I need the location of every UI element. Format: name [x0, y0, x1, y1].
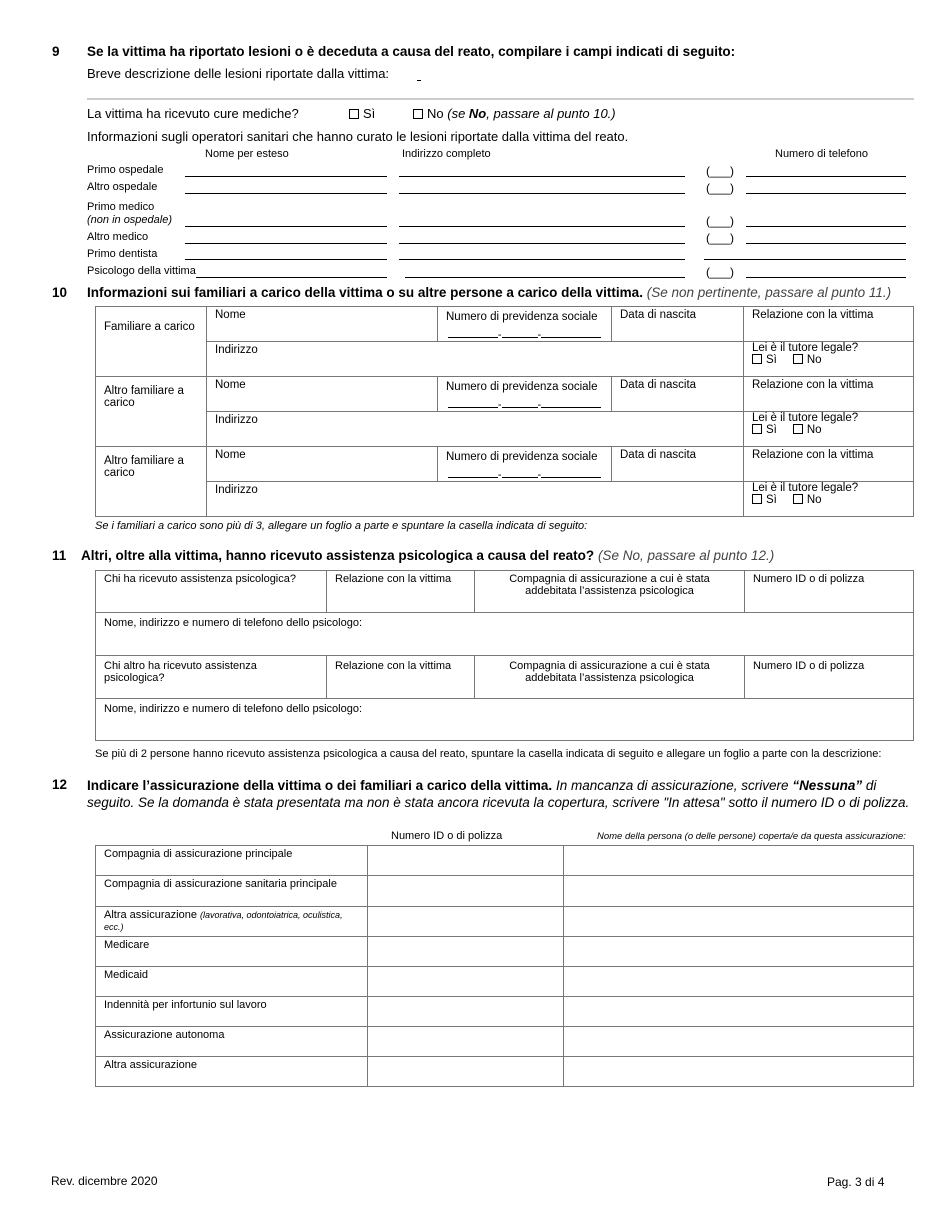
name-field[interactable]	[185, 226, 387, 227]
policy-number-field[interactable]	[368, 937, 564, 967]
covered-persons-field[interactable]	[564, 937, 914, 967]
medical-care-yes[interactable]	[349, 106, 375, 121]
psychologist-info-field[interactable]: Nome, indirizzo e numero di telefono dello psicologo:	[96, 613, 914, 656]
covered-persons-field[interactable]	[564, 967, 914, 997]
checkbox-icon[interactable]	[752, 494, 762, 504]
section-10-footnote: Se i familiari a carico sono più di 3, allegare un foglio a parte e spuntare la casella indicata di seguito:	[95, 520, 588, 532]
injury-description-label: Breve descrizione delle lesioni riportate dalla vittima:	[87, 66, 390, 81]
dependent-relation-field[interactable]: Relazione con la vittima	[744, 307, 914, 342]
counseling-insurer-field[interactable]: Compagnia di assicurazione a cui è stata addebitata l’assistenza psicologica	[475, 656, 745, 699]
section-12-number: 12	[52, 777, 68, 792]
no-note: (se No, passare al punto 10.)	[447, 106, 616, 121]
covered-persons-field[interactable]	[564, 997, 914, 1027]
checkbox-icon[interactable]	[413, 109, 423, 119]
phone-field[interactable]	[746, 226, 906, 227]
checkbox-icon[interactable]	[793, 424, 803, 434]
phone-field[interactable]	[746, 193, 906, 194]
policy-number-field[interactable]	[368, 1027, 564, 1057]
dependent-label: Familiare a carico	[96, 307, 207, 377]
col-covered-persons: Nome della persona (o delle persone) coperta/e da questa assicurazione:	[597, 831, 906, 842]
col-full-address: Indirizzo completo	[402, 148, 491, 160]
policy-number-field[interactable]	[368, 997, 564, 1027]
dependent-label: Altro familiare a carico	[96, 377, 207, 447]
counseling-table	[95, 570, 914, 741]
covered-persons-field[interactable]	[564, 1027, 914, 1057]
section-11-footnote: Se più di 2 persone hanno ricevuto assistenza psicologica a causa del reato, spuntare la casella indicata di seguito e allegare un foglio a parte con la descrizione:	[95, 748, 882, 760]
dependent-address-field[interactable]: Indirizzo	[207, 342, 744, 377]
dependent-dob-field[interactable]: Data di nascita	[612, 447, 744, 482]
checkbox-icon[interactable]	[752, 424, 762, 434]
phone-field[interactable]	[746, 176, 906, 177]
page-number: Pag. 3 di 4	[827, 1175, 885, 1189]
insurance-table	[95, 845, 914, 1087]
guardian-options[interactable]: Sì No	[744, 494, 913, 506]
checkbox-icon[interactable]	[793, 354, 803, 364]
psychologist-info-field[interactable]: Nome, indirizzo e numero di telefono dello psicologo:	[96, 699, 914, 741]
dependent-ssn-field[interactable]: Numero di previdenza sociale - -	[438, 377, 612, 412]
dependent-dob-field[interactable]: Data di nascita	[612, 377, 744, 412]
dependent-address-field[interactable]: Indirizzo	[207, 412, 744, 447]
address-field[interactable]	[399, 243, 685, 244]
guardian-options[interactable]: Sì No	[744, 354, 913, 366]
dependent-label: Altro familiare a carico	[96, 447, 207, 517]
checkbox-icon[interactable]	[752, 354, 762, 364]
policy-number-field[interactable]	[368, 846, 564, 876]
provider-label: Altro ospedale	[87, 181, 158, 193]
counseling-recipient-field[interactable]: Chi altro ha ricevuto assistenza psicologica?	[96, 656, 327, 699]
section-11-heading: Altri, oltre alla vittima, hanno ricevuto assistenza psicologica a causa del reato? (Se No, passare al punto 12.)	[81, 548, 775, 563]
insurance-type: Altra assicurazione	[96, 1057, 368, 1087]
address-field[interactable]	[399, 226, 685, 227]
provider-label: Altro medico	[87, 231, 149, 243]
col-phone-number: Numero di telefono	[775, 148, 868, 160]
divider	[87, 98, 914, 100]
section-9-heading: Se la vittima ha riportato lesioni o è deceduta a causa del reato, compilare i campi indicati di seguito:	[87, 44, 736, 59]
address-field[interactable]	[399, 259, 685, 260]
dependent-ssn-field[interactable]: Numero di previdenza sociale - -	[438, 307, 612, 342]
medical-care-no[interactable]	[413, 106, 616, 121]
dependent-relation-field[interactable]: Relazione con la vittima	[744, 377, 914, 412]
insurance-type: Medicare	[96, 937, 368, 967]
area-code-field[interactable]: (___)	[706, 265, 735, 279]
provider-label: Psicologo della vittima	[87, 265, 196, 277]
provider-label: Primo dentista	[87, 248, 158, 260]
covered-persons-field[interactable]	[564, 1057, 914, 1087]
section-9-number: 9	[52, 44, 60, 59]
dependent-name-field[interactable]: Nome	[207, 307, 438, 342]
area-code-field[interactable]: (___)	[706, 164, 735, 178]
area-code-field[interactable]: (___)	[706, 231, 735, 245]
counseling-relation-field[interactable]: Relazione con la vittima	[327, 656, 475, 699]
counseling-insurer-field[interactable]: Compagnia di assicurazione a cui è stata addebitata l’assistenza psicologica	[475, 571, 745, 613]
policy-number-field[interactable]	[368, 1057, 564, 1087]
guardian-question: Lei è il tutore legale? Sì No	[744, 342, 914, 377]
insurance-type: Altra assicurazione (lavorativa, odontoiatrica, oculistica, ecc.)	[96, 907, 368, 937]
phone-field[interactable]	[746, 243, 906, 244]
dependent-name-field[interactable]: Nome	[207, 447, 438, 482]
phone-field[interactable]	[746, 277, 906, 278]
revision-date: Rev. dicembre 2020	[51, 1174, 158, 1188]
provider-label: Primo medico	[87, 201, 155, 213]
insurance-type: Compagnia di assicurazione sanitaria principale	[96, 876, 368, 907]
providers-intro: Informazioni sugli operatori sanitari che hanno curato le lesioni riportate dalla vittima del reato.	[87, 129, 629, 144]
policy-number-field[interactable]	[368, 967, 564, 997]
dependent-name-field[interactable]: Nome	[207, 377, 438, 412]
section-10-note: (Se non pertinente, passare al punto 11.)	[646, 285, 892, 300]
checkbox-icon[interactable]	[793, 494, 803, 504]
section-10-number: 10	[52, 285, 68, 300]
dependent-ssn-field[interactable]: Numero di previdenza sociale - -	[438, 447, 612, 482]
address-field[interactable]	[405, 277, 685, 278]
dependent-dob-field[interactable]: Data di nascita	[612, 307, 744, 342]
dependent-relation-field[interactable]: Relazione con la vittima	[744, 447, 914, 482]
name-field[interactable]	[185, 259, 387, 260]
name-field[interactable]	[185, 176, 387, 177]
col-full-name: Nome per esteso	[205, 148, 289, 160]
insurance-type: Compagnia di assicurazione principale	[96, 846, 368, 876]
address-field[interactable]	[399, 176, 685, 177]
guardian-question: Lei è il tutore legale? Sì No	[744, 412, 914, 447]
counseling-policy-field[interactable]: Numero ID o di polizza	[745, 656, 914, 699]
section-11-number: 11	[52, 548, 67, 563]
policy-number-field[interactable]	[368, 907, 564, 937]
address-field[interactable]	[399, 193, 685, 194]
dependent-address-field[interactable]: Indirizzo	[207, 482, 744, 517]
section-10-heading: Informazioni sui familiari a carico della vittima o su altre persone a carico della vittima. (Se non pertinente, passare al punto 11.)	[87, 285, 892, 300]
yes-label: Sì	[363, 106, 376, 121]
guardian-question: Lei è il tutore legale? Sì No	[744, 482, 914, 517]
covered-persons-field[interactable]	[564, 907, 914, 937]
area-code-field[interactable]: (___)	[706, 181, 735, 195]
dependents-table	[95, 306, 914, 517]
provider-label-note: (non in ospedale)	[87, 214, 173, 226]
no-label: No	[427, 106, 444, 121]
covered-persons-field[interactable]	[564, 876, 914, 907]
col-policy-number: Numero ID o di polizza	[391, 830, 503, 842]
counseling-relation-field[interactable]: Relazione con la vittima	[327, 571, 475, 613]
insurance-type: Assicurazione autonoma	[96, 1027, 368, 1057]
provider-label: Primo ospedale	[87, 164, 164, 176]
injury-description-field[interactable]	[417, 80, 421, 81]
name-field[interactable]	[185, 243, 387, 244]
phone-field[interactable]	[704, 259, 906, 260]
guardian-options[interactable]: Sì No	[744, 424, 913, 436]
counseling-policy-field[interactable]: Numero ID o di polizza	[745, 571, 914, 613]
checkbox-icon[interactable]	[349, 109, 359, 119]
counseling-recipient-field[interactable]: Chi ha ricevuto assistenza psicologica?	[96, 571, 327, 613]
policy-number-field[interactable]	[368, 876, 564, 907]
covered-persons-field[interactable]	[564, 846, 914, 876]
insurance-type: Indennità per infortunio sul lavoro	[96, 997, 368, 1027]
medical-care-question: La vittima ha ricevuto cure mediche?	[87, 106, 299, 121]
section-11-note: (Se No, passare al punto 12.)	[597, 548, 775, 563]
name-field[interactable]	[185, 193, 387, 194]
section-12-heading: Indicare l’assicurazione della vittima o dei familiari a carico della vittima. In mancanza di assicurazione, scrivere “Nessuna” di seguito. Se la domanda è stata presentata ma non è stata ancora ricevuta la copertura, scrivere "In attesa" sotto il numero ID o di polizza.	[87, 778, 910, 810]
name-field[interactable]	[196, 277, 387, 278]
area-code-field[interactable]: (___)	[706, 214, 735, 228]
insurance-type: Medicaid	[96, 967, 368, 997]
